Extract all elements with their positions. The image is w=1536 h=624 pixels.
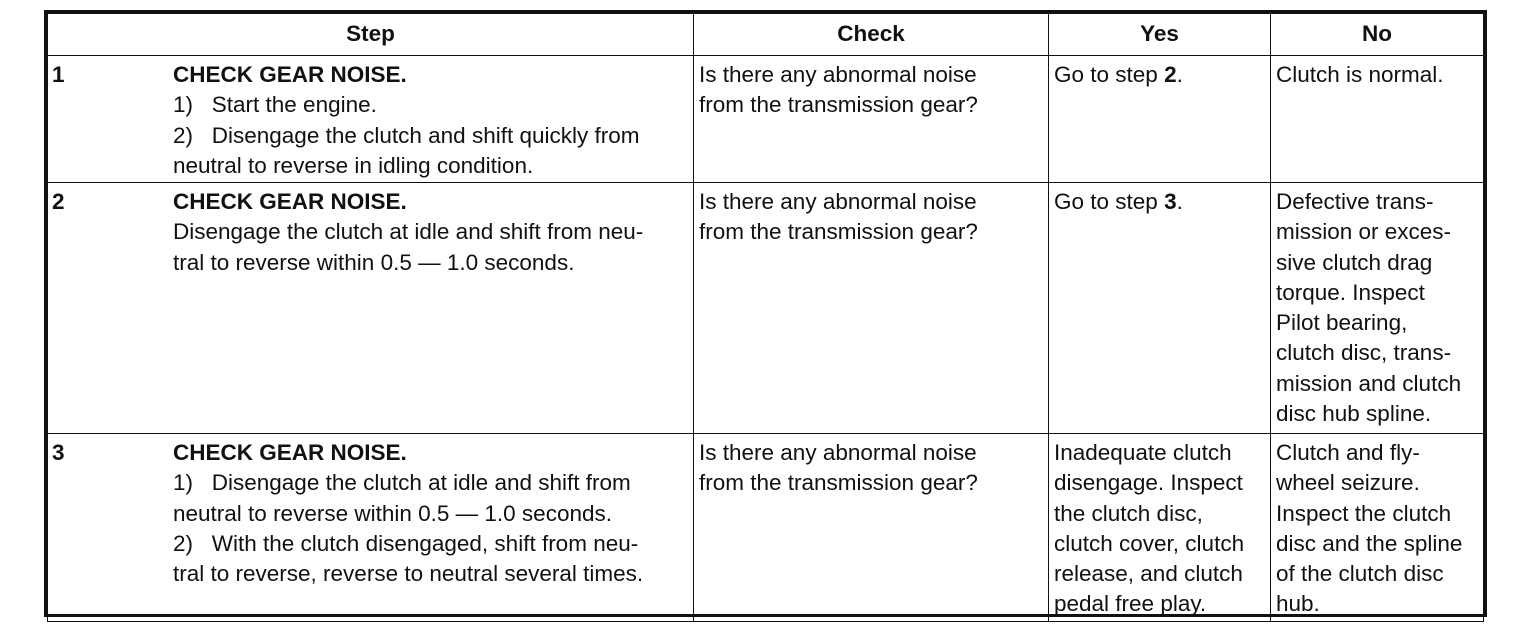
step-reference: 2 [1164,62,1177,87]
yes-text: Go to step 2. [1054,62,1183,87]
check-line: from the transmission gear? [699,92,978,118]
yes-line: pedal free play. [1054,591,1207,617]
table-row [48,434,1484,622]
no-line: mission and clutch [1276,370,1462,396]
step-line: 1) Start the engine. [173,92,377,118]
diagnosis-table [44,10,1487,617]
yes-text: Go to step 3. [1054,189,1183,214]
no-line: Pilot bearing, [1276,310,1408,336]
no-line: hub. [1276,591,1320,617]
no-line: of the clutch disc [1276,561,1444,587]
check-line: Is there any abnormal noise [699,189,977,214]
step-cell [48,434,694,622]
step-line: 2) With the clutch disengaged, shift from neu- [173,530,639,556]
yes-cell [1049,183,1271,434]
no-cell [1271,56,1484,183]
header-check: Check [694,14,1049,56]
yes-cell [1049,434,1271,622]
yes-line: clutch cover, clutch [1054,530,1245,556]
check-line: Is there any abnormal noise [699,440,977,465]
header-yes: Yes [1049,14,1271,56]
no-cell [1271,183,1484,434]
header-row [48,14,1484,56]
step-line: neutral to reverse in idling condition. [173,152,534,178]
yes-line: release, and clutch [1054,561,1243,587]
no-line: Defective trans- [1276,189,1434,214]
yes-line: disengage. Inspect [1054,470,1243,496]
yes-line: the clutch disc, [1054,500,1203,526]
no-line: torque. Inspect [1276,279,1425,305]
step-number: 2 [52,189,65,214]
no-line: clutch disc, trans- [1276,340,1452,366]
no-line: disc and the spline [1276,530,1463,556]
step-reference: 3 [1164,189,1177,214]
no-line: wheel seizure. [1276,470,1420,496]
no-line: Inspect the clutch [1276,500,1452,526]
check-line: from the transmission gear? [699,219,978,245]
no-line: Clutch is normal. [1276,62,1444,87]
check-cell [694,56,1049,183]
step-title: CHECK GEAR NOISE. [173,189,407,214]
check-cell [694,183,1049,434]
step-number: 3 [52,440,65,465]
yes-cell [1049,56,1271,183]
step-line: tral to reverse, reverse to neutral several times. [173,561,644,587]
step-title: CHECK GEAR NOISE. [173,440,407,465]
step-cell [48,56,694,183]
no-cell [1271,434,1484,622]
step-line: 2) Disengage the clutch and shift quickly from [173,122,640,148]
check-cell [694,434,1049,622]
no-line: mission or exces- [1276,219,1452,245]
no-line: disc hub spline. [1276,401,1432,427]
header-step: Step [48,14,694,56]
step-title: CHECK GEAR NOISE. [173,62,407,87]
yes-line: Inadequate clutch [1054,440,1232,465]
table-row [48,183,1484,434]
no-line: sive clutch drag [1276,249,1433,275]
step-cell [48,183,694,434]
step-line: 1) Disengage the clutch at idle and shift from [173,470,631,496]
step-line: Disengage the clutch at idle and shift from neu- [173,219,644,245]
header-no: No [1271,14,1484,56]
check-line: from the transmission gear? [699,470,978,496]
check-line: Is there any abnormal noise [699,62,977,87]
no-line: Clutch and fly- [1276,440,1420,465]
step-line: neutral to reverse within 0.5 — 1.0 seconds. [173,500,612,526]
step-number: 1 [52,62,65,87]
step-line: tral to reverse within 0.5 — 1.0 seconds. [173,249,575,275]
table-row [48,56,1484,183]
